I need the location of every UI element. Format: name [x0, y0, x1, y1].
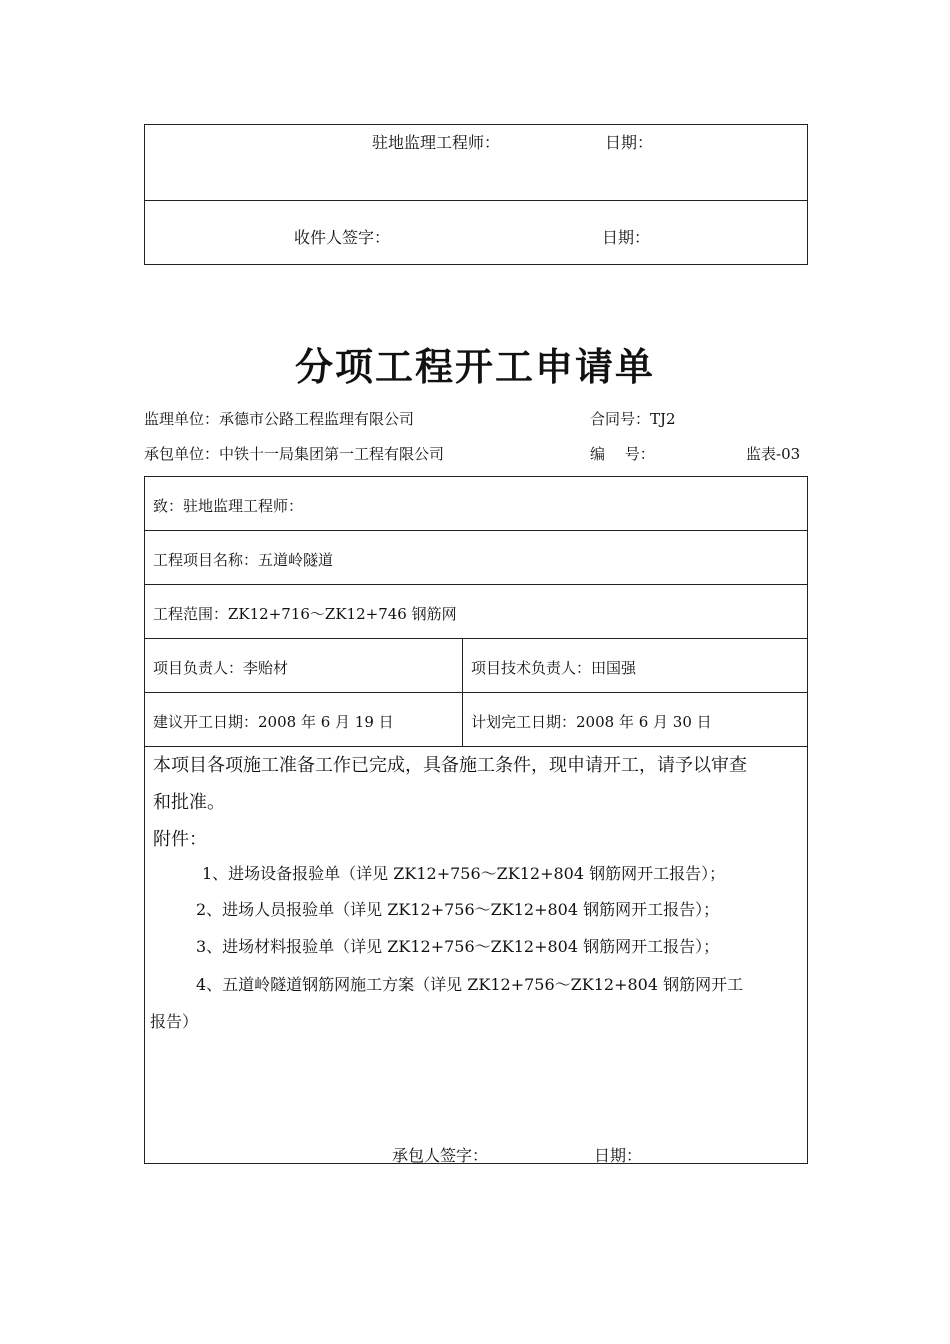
- attachment-item: 1、进场设备报验单（详见 ZK12+756～ZK12+804 钢筋网开工报告）；: [202, 864, 726, 883]
- technical-manager: 项目技术负责人：田国强: [471, 659, 637, 677]
- proposed-start-date: 建议开工日期：2008 年 6 月 19 日: [153, 713, 394, 731]
- column-divider: [462, 638, 463, 746]
- application-text-line1: 本项目各项施工准备工作已完成，具备施工条件，现申请开工，请予以审查: [153, 755, 747, 776]
- resident-engineer-label: 驻地监理工程师：: [372, 133, 501, 152]
- contractor-unit: 承包单位：中铁十一局集团第一工程有限公司: [144, 445, 445, 463]
- row-divider: [144, 584, 808, 585]
- receiver-date-label: 日期：: [602, 228, 651, 247]
- row-divider: [144, 530, 808, 531]
- receiver-signature-label: 收件人签字：: [294, 228, 391, 247]
- row-divider: [144, 638, 808, 639]
- resident-engineer-date-label: 日期：: [605, 133, 654, 152]
- project-scope: 工程范围：ZK12+716～ZK12+746 钢筋网: [153, 605, 457, 623]
- contractor-signature-label: 承包人签字：: [392, 1146, 489, 1165]
- page-title: 分项工程开工申请单: [294, 344, 655, 389]
- planned-completion-date: 计划完工日期：2008 年 6 月 30 日: [471, 713, 712, 731]
- contract-number: 合同号：TJ2: [590, 410, 676, 428]
- attachments-label: 附件：: [153, 829, 207, 850]
- addressee: 致：驻地监理工程师：: [153, 497, 304, 515]
- form-code: 监表-03: [746, 445, 801, 463]
- project-manager: 项目负责人：李贻材: [153, 659, 289, 677]
- row-divider: [144, 692, 808, 693]
- attachment-item: 3、进场材料报验单（详见 ZK12+756～ZK12+804 钢筋网开工报告）；: [196, 937, 720, 956]
- top-table-divider: [144, 200, 808, 201]
- supervisor-unit: 监理单位：承德市公路工程监理有限公司: [144, 410, 415, 428]
- project-name: 工程项目名称：五道岭隧道: [153, 551, 334, 569]
- number-label: 编 号：: [590, 445, 655, 463]
- application-form-table: [144, 476, 808, 1164]
- attachment-item: 4、五道岭隧道钢筋网施工方案（详见 ZK12+756～ZK12+804 钢筋网开工: [196, 975, 744, 994]
- contractor-date-label: 日期：: [594, 1146, 643, 1165]
- row-divider: [144, 746, 808, 747]
- attachment-item: 2、进场人员报验单（详见 ZK12+756～ZK12+804 钢筋网开工报告）；: [196, 900, 720, 919]
- attachment-item-continuation: 报告）: [150, 1012, 199, 1031]
- application-text-line2: 和批准。: [153, 792, 225, 813]
